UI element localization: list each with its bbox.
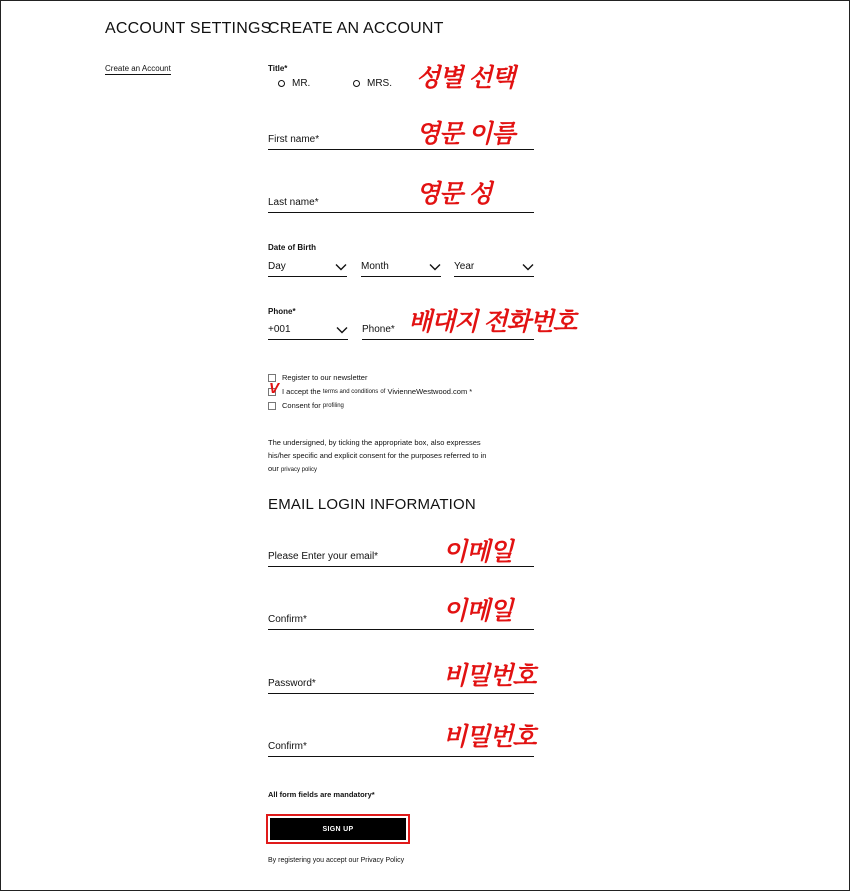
chevron-down-icon <box>335 263 347 271</box>
create-account-link[interactable]: Create an Account <box>105 64 171 73</box>
password-field[interactable]: Password* <box>268 678 534 694</box>
sidebar-title: ACCOUNT SETTINGS <box>105 20 272 37</box>
annotation-phone: 배대지 전화번호 <box>408 308 576 336</box>
radio-circle-icon <box>353 80 360 87</box>
consent-label-a: Consent for <box>282 401 321 410</box>
phone-code-value: +001 <box>268 324 291 335</box>
radio-mrs[interactable] <box>353 78 392 89</box>
consent-checkbox[interactable] <box>268 402 276 410</box>
terms-label-a: I accept the <box>282 387 321 396</box>
newsletter-checkbox-row[interactable] <box>268 373 367 382</box>
annotation-email: 이메일 <box>443 538 513 566</box>
dob-label: Date of Birth <box>268 243 316 252</box>
signup-highlight <box>266 814 410 844</box>
chevron-down-icon <box>522 263 534 271</box>
terms-label-d: VivienneWestwood.com * <box>387 387 473 396</box>
consent-label-b: profiling <box>322 402 344 409</box>
annotation-first-name: 영문 이름 <box>416 120 515 148</box>
dob-year-select[interactable] <box>454 261 534 277</box>
consent-line-3 <box>268 462 518 477</box>
annotation-gender: 성별 선택 <box>416 64 515 92</box>
radio-mrs-label: MRS. <box>367 78 392 89</box>
dob-day-select[interactable] <box>268 261 347 277</box>
phone-label: Phone* <box>268 307 296 316</box>
email-section-title: EMAIL LOGIN INFORMATION <box>268 496 476 513</box>
annotation-password: 비밀번호 <box>443 662 536 690</box>
consent-paragraph <box>268 436 518 477</box>
chevron-down-icon <box>429 263 441 271</box>
dob-day-value: Day <box>268 261 286 272</box>
annotation-confirm-password: 비밀번호 <box>443 723 536 751</box>
title-label: Title* <box>268 64 288 73</box>
phone-input[interactable]: Phone* <box>362 324 534 340</box>
terms-label-c: of <box>380 388 386 395</box>
terms-checkbox-row[interactable] <box>268 387 472 396</box>
radio-mr-label: MR. <box>292 78 311 89</box>
radio-mr[interactable] <box>278 78 310 89</box>
dob-year-value: Year <box>454 261 475 272</box>
signup-button[interactable]: SIGN UP <box>270 818 406 840</box>
radio-circle-icon <box>278 80 285 87</box>
red-check-annotation: V <box>269 380 280 397</box>
privacy-policy-link[interactable]: privacy policy <box>280 467 317 473</box>
confirm-email-field[interactable]: Confirm* <box>268 614 534 630</box>
mandatory-note: All form fields are mandatory* <box>268 790 375 799</box>
page-title: CREATE AN ACCOUNT <box>268 20 444 37</box>
consent-line-3a: our <box>268 464 279 473</box>
privacy-footer: By registering you accept our Privacy Policy <box>268 857 405 864</box>
confirm-password-field[interactable]: Confirm* <box>268 741 534 757</box>
consent-line-1: The undersigned, by ticking the appropriate box, also expresses <box>268 438 481 447</box>
terms-link[interactable]: terms and conditions <box>322 388 379 395</box>
annotation-confirm-email: 이메일 <box>443 597 513 625</box>
consent-checkbox-row[interactable] <box>268 401 344 410</box>
email-field[interactable]: Please Enter your email* <box>268 551 534 567</box>
phone-code-select[interactable] <box>268 324 348 340</box>
last-name-field[interactable]: Last name* <box>268 197 534 213</box>
dob-month-value: Month <box>361 261 389 272</box>
newsletter-label: Register to our newsletter <box>282 373 368 382</box>
chevron-down-icon <box>336 326 348 334</box>
annotation-last-name: 영문 성 <box>416 180 492 208</box>
first-name-field[interactable]: First name* <box>268 134 534 150</box>
dob-month-select[interactable] <box>361 261 441 277</box>
consent-line-2: his/her specific and explicit consent for the purposes referred to in <box>268 451 487 460</box>
